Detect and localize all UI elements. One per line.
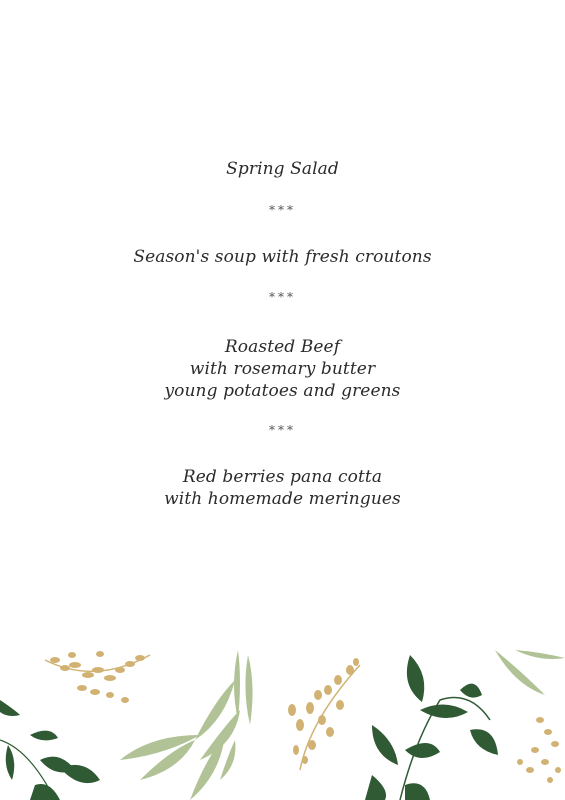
gold-sprig-icon <box>45 651 150 703</box>
willow-leaf-icon <box>495 650 565 695</box>
botanical-border <box>0 640 565 800</box>
course-line: Spring Salad <box>226 159 339 179</box>
course-soup <box>0 246 565 268</box>
botanical-illustration <box>0 640 565 800</box>
course-line: with rosemary butter <box>189 359 376 379</box>
dark-leaf-icon <box>0 700 100 800</box>
course-separator: *** <box>269 423 296 437</box>
course-line: with homemade meringues <box>164 489 401 509</box>
willow-leaf-icon <box>120 650 253 800</box>
course-line: Red berries pana cotta <box>182 467 383 487</box>
course-line: Roasted Beef <box>224 337 341 357</box>
gold-sprig-icon <box>288 658 360 770</box>
course-line: Season's soup with fresh croutons <box>133 247 432 267</box>
course-starter <box>0 158 565 180</box>
course-line: young potatoes and greens <box>164 381 401 401</box>
course-main <box>0 336 565 402</box>
course-separator: *** <box>269 203 296 217</box>
course-dessert <box>0 466 565 510</box>
course-separator: *** <box>269 290 296 304</box>
gold-sprig-icon <box>517 717 561 783</box>
dark-leaf-icon <box>365 655 498 800</box>
